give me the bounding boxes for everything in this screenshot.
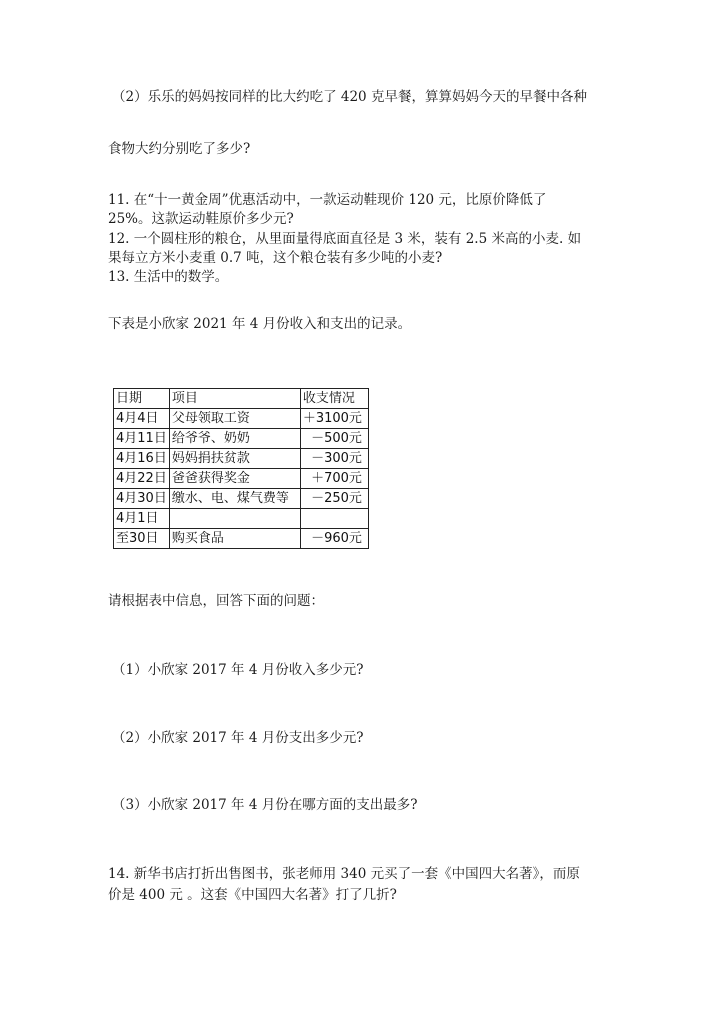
q12-line2: 果每立方米小麦重 0.7 吨，这个粮仓装有多少吨的小麦?	[108, 250, 443, 266]
q13-title: 13. 生活中的数学。	[108, 269, 229, 285]
q10-part2-line2: 食物大约分别吃了多少?	[108, 141, 251, 157]
q13-intro: 下表是小欣家 2021 年 4 月份收入和支出的记录。	[108, 316, 412, 332]
table-row	[114, 409, 369, 429]
q11-line2: 25%。这款运动鞋原价多少元?	[108, 211, 294, 227]
cell-date: 4月22日	[114, 469, 170, 489]
cell-amount: －300元	[300, 449, 368, 469]
cell-item: 爸爸获得奖金	[169, 469, 300, 489]
cell-date: 4月11日	[114, 429, 170, 449]
income-expense-table	[113, 388, 369, 549]
q11-line1: 11. 在“十一黄金周”优惠活动中，一款运动鞋现价 120 元，比原价降低了	[108, 192, 547, 208]
cell-amount	[300, 509, 368, 529]
q14-line2: 价是 400 元 。这套《中国四大名著》打了几折?	[108, 887, 397, 903]
cell-date: 4月4日	[114, 409, 170, 429]
q13-sub3: （3）小欣家 2017 年 4 月份在哪方面的支出最多?	[112, 797, 418, 813]
cell-date: 4月30日	[114, 489, 170, 509]
cell-date: 至30日	[114, 529, 170, 549]
table-row	[114, 489, 369, 509]
header-amount: 收支情况	[300, 389, 368, 409]
cell-amount: －960元	[300, 529, 368, 549]
table-row	[114, 429, 369, 449]
header-item: 项目	[169, 389, 300, 409]
table-row	[114, 469, 369, 489]
cell-item: 父母领取工资	[169, 409, 300, 429]
cell-date: 4月16日	[114, 449, 170, 469]
q13-sub1: （1）小欣家 2017 年 4 月份收入多少元?	[112, 662, 364, 678]
q10-part2-line1: （2）乐乐的妈妈按同样的比大约吃了 420 克早餐，算算妈妈今天的早餐中各种	[112, 89, 587, 105]
cell-amount: ＋3100元	[300, 409, 368, 429]
cell-amount: ＋700元	[300, 469, 368, 489]
header-date: 日期	[114, 389, 170, 409]
table-header-row	[114, 389, 369, 409]
cell-item: 购买食品	[169, 529, 300, 549]
q13-prompt: 请根据表中信息，回答下面的问题：	[108, 593, 324, 609]
cell-item: 妈妈捐扶贫款	[169, 449, 300, 469]
table-row	[114, 509, 369, 529]
q13-sub2: （2）小欣家 2017 年 4 月份支出多少元?	[112, 730, 364, 746]
cell-date: 4月1日	[114, 509, 170, 529]
cell-amount: －250元	[300, 489, 368, 509]
q12-line1: 12. 一个圆柱形的粮仓，从里面量得底面直径是 3 米，装有 2.5 米高的小麦. 如	[108, 231, 582, 247]
cell-amount: －500元	[300, 429, 368, 449]
cell-item: 缴水、电、煤气费等	[169, 489, 300, 509]
table-row	[114, 449, 369, 469]
table-row	[114, 529, 369, 549]
cell-item	[169, 509, 300, 529]
q14-line1: 14. 新华书店打折出售图书，张老师用 340 元买了一套《中国四大名著》，而原	[108, 866, 580, 882]
cell-item: 给爷爷、奶奶	[169, 429, 300, 449]
